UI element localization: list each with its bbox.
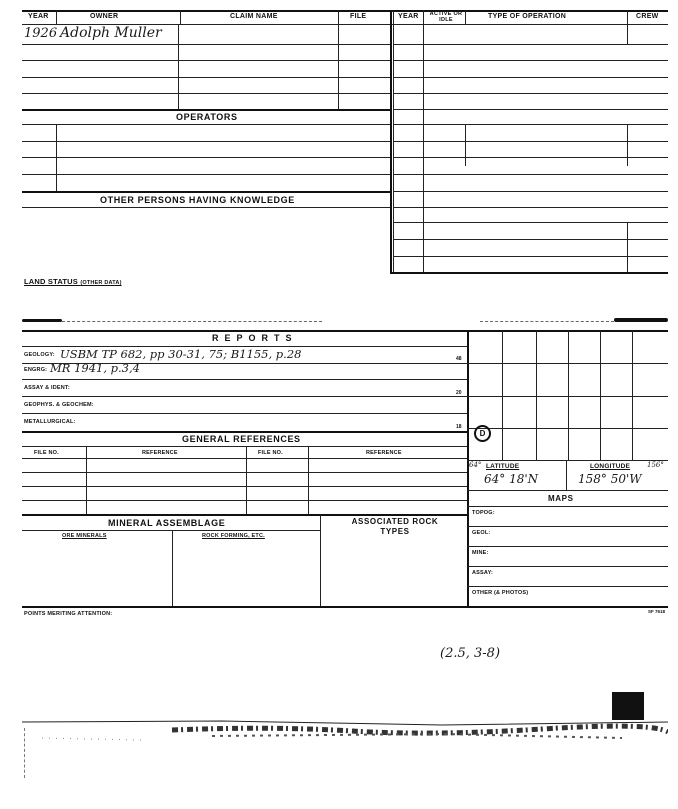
header-file: FILE [350,13,367,20]
latitude-value: 64° 18'N [484,472,539,486]
mineral-title: MINERAL ASSEMBLAGE [108,518,226,528]
land-status-label [24,277,122,286]
geology-code: 48 [456,356,462,362]
scan-edge-line [24,728,25,778]
op-header-type: TYPE OF OPERATION [488,13,567,20]
metallurgical-label: METALLURGICAL: [24,419,76,425]
metallurgical-code: 18 [456,424,462,430]
map-other: OTHER (& PHOTOS) [472,590,529,596]
scan-noise-strip [22,716,668,746]
torn-edge-mark [22,319,62,322]
latitude-label: LATITUDE [486,463,520,470]
op-header-year: YEAR [398,13,419,20]
other-persons-title: OTHER PERSONS HAVING KNOWLEDGE [100,195,295,205]
maps-title: MAPS [548,494,574,503]
ref-header-file-2: FILE NO. [258,450,283,456]
points-meriting-attention: POINTS MERITING ATTENTION: [24,611,113,617]
associated-rock-types: ASSOCIATED ROCK TYPES [351,517,439,536]
map-assay: ASSAY: [472,570,494,576]
engrg-label: ENGRG: [24,367,48,373]
claim-owner: Adolph Muller [60,25,162,41]
map-mine: MINE: [472,550,489,556]
torn-edge-mark-right [614,318,668,322]
assay-label: ASSAY & IDENT: [24,385,70,391]
geology-value: USBM TP 682, pp 30-31, 75; B1155, p.28 [60,347,302,361]
longitude-value: 158° 50'W [578,472,642,486]
engrg-value: MR 1941, p.3,4 [50,361,140,375]
general-references-title: GENERAL REFERENCES [182,434,301,444]
ref-header-file-1: FILE NO. [34,450,59,456]
rock-forming-label: ROCK FORMING, ETC. [202,533,265,539]
longitude-label: LONGITUDE [590,463,631,470]
form-code: SF 7618 [648,609,666,614]
assay-code: 20 [456,390,462,396]
map-geol: GEOL: [472,530,491,536]
op-header-active: ACTIVE OR IDLE [429,11,463,23]
header-owner: OWNER [90,13,119,20]
lat-prefix: 64° [469,461,482,469]
header-year: YEAR [28,13,49,20]
map-topog: TOPOG: [472,510,495,516]
ore-minerals-label: ORE MINERALS [62,533,107,539]
ref-header-reference-1: REFERENCE [142,450,178,456]
land-status-sub: (OTHER DATA) [80,280,122,286]
grid-mark-letter: D [479,429,486,438]
operators-title: OPERATORS [176,112,238,122]
grid-mark-circle [474,425,491,442]
reports-title: REPORTS [212,333,298,343]
geophys-label: GEOPHYS. & GEOCHEM: [24,402,94,408]
ref-header-reference-2: REFERENCE [366,450,402,456]
header-claim-name: CLAIM NAME [230,13,278,20]
handwritten-note: (2.5, 3-8) [440,646,501,661]
geology-label: GEOLOGY: [24,352,55,358]
lon-suffix: 156° [647,461,664,469]
land-status-text: LAND STATUS [24,277,79,286]
op-header-crew: CREW [636,13,659,20]
claim-year: 1926 [24,26,58,41]
